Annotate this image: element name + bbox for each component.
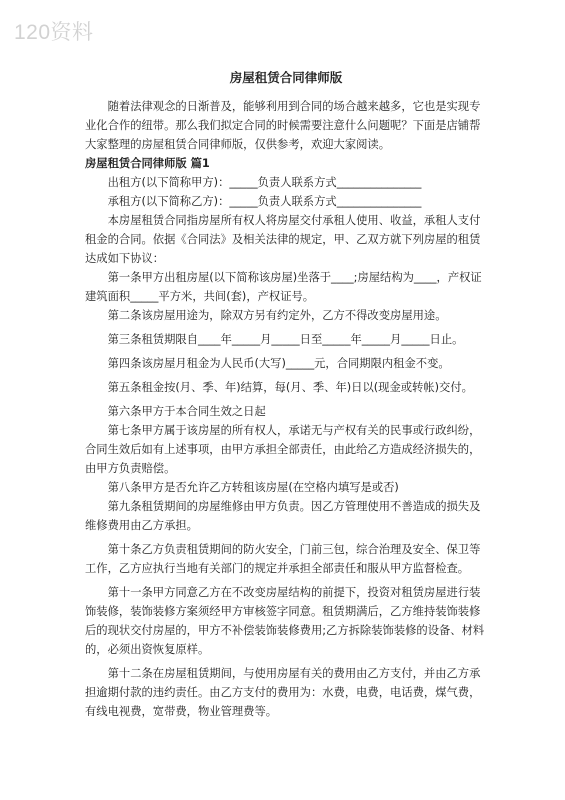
article-10: 第十条乙方负责租赁期间的防火安全，门前三包，综合治理及安全、保卫等工作，乙方应执行当地有关部门的规定并承担全部责任和服从甲方监督检查。: [85, 543, 481, 575]
preamble-paragraph: 本房屋租赁合同指房屋所有权人将房屋交付承租人使用、收益，承租人支付租金的合同。依据《合同法》及相关法律的规定，甲、乙双方就下列房屋的租赁达成如下协议：: [85, 214, 481, 265]
section-heading: 房屋租赁合同律师版 篇1: [85, 157, 210, 170]
intro-paragraph: 随着法律观念的日渐普及，能够利用到合同的场合越来越多，它也是实现专业化合作的纽带。那么我们拟定合同的时候需要注意什么问题呢？下面是店铺帮大家整理的房屋租赁合同律师版，仅供参考，欢迎大家阅读。: [85, 100, 481, 151]
article-1: 第一条甲方出租房屋(以下简称该房屋)坐落于____;房屋结构为____，产权证建筑面积_____平方米，共间(套)，产权证号。: [85, 271, 482, 303]
article-4: 第四条该房屋月租金为人民币(大写)_____元，合同期限内租金不变。: [107, 357, 450, 370]
article-7: 第七条甲方属于该房屋的所有权人，承诺无与产权有关的民事或行政纠纷，合同生效后如有上述事项，由甲方承担全部责任，由此给乙方造成经济损失的，由甲方负责赔偿。: [85, 424, 481, 475]
party-a-line: 出租方(以下简称甲方)：_____负责人联系方式_______________: [107, 176, 422, 189]
document-title: 房屋租赁合同律师版: [229, 70, 343, 85]
article-9: 第九条租赁期间的房屋维修由甲方负责。因乙方管理使用不善造成的损失及维修费用由乙方承担。: [85, 500, 481, 532]
article-3: 第三条租赁期限自____年_____月_____日至_____年_____月_____日止。: [107, 333, 464, 346]
document-page: [85, 68, 487, 721]
article-8: 第八条甲方是否允许乙方转租该房屋(在空格内填写是或否): [107, 481, 399, 494]
article-11: 第十一条甲方同意乙方在不改变房屋结构的前提下，投资对租赁房屋进行装饰装修，装饰装修方案须经甲方审核签字同意。租赁期满后，乙方维持装饰装修后的现状交付房屋的，甲方不补偿装饰装修费用;乙方拆除装饰装修的设备、材料的，必须出资恢复原样。: [85, 586, 485, 656]
article-6: 第六条甲方于本合同生效之日起: [107, 405, 266, 418]
article-5: 第五条租金按(月、季、年)结算，每(月、季、年)日以(现金或转帐)交付。: [107, 381, 473, 394]
article-12: 第十二条在房屋租赁期间，与使用房屋有关的费用由乙方支付，并由乙方承担逾期付款的违约责任。由乙方支付的费用为：水费，电费，电话费，煤气费，有线电视费，宽带费，物业管理费等。: [85, 667, 481, 718]
article-2: 第二条该房屋用途为，除双方另有约定外，乙方不得改变房屋用途。: [107, 309, 447, 322]
party-b-line: 承租方(以下简称乙方)：_____负责人联系方式_______________: [107, 195, 422, 208]
watermark-text: 120资料: [14, 21, 94, 44]
